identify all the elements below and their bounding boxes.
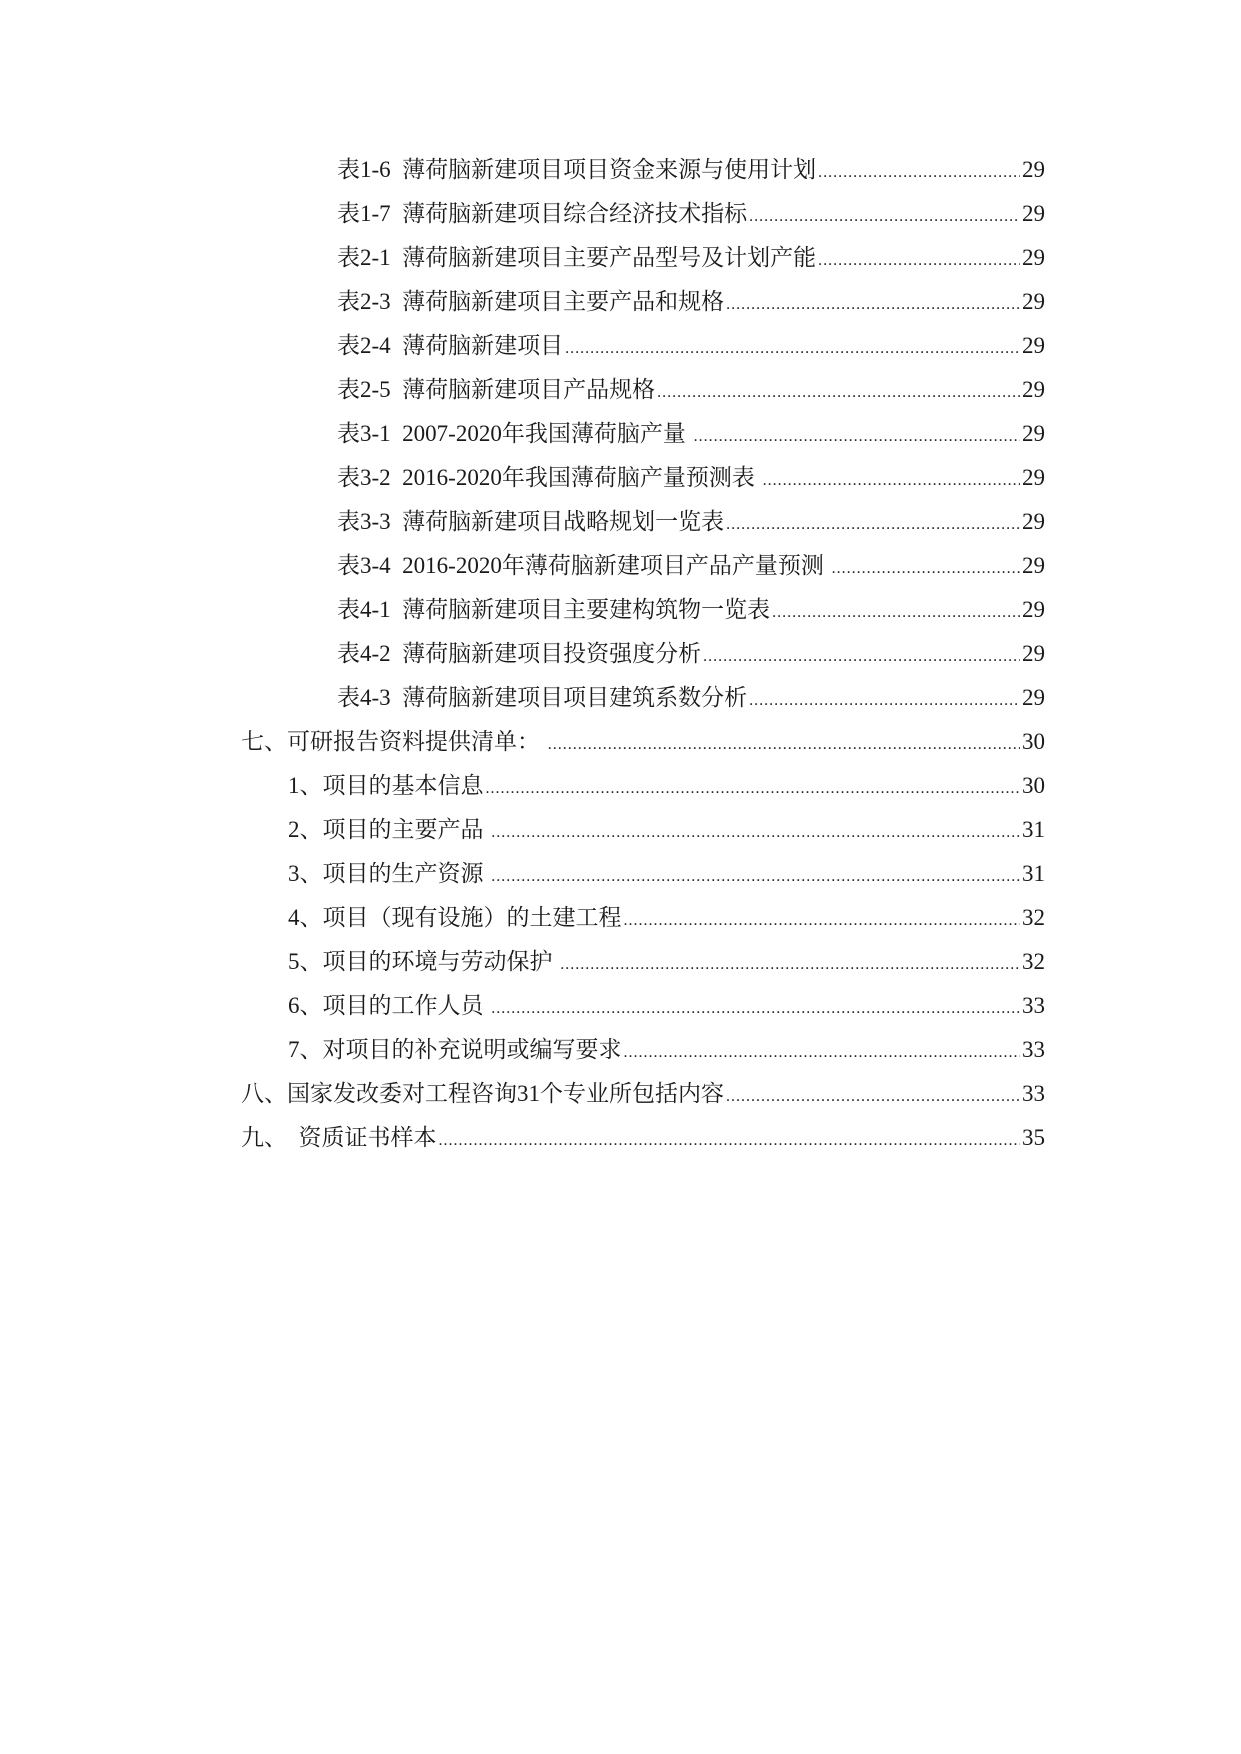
toc-entry-page-number: 35 <box>1022 1125 1045 1150</box>
toc-entry-page-number: 29 <box>1022 377 1045 402</box>
toc-entry-page-number: 29 <box>1022 465 1045 490</box>
toc-entry-label: 表3-4 2016-2020年薄荷脑新建项目产品产量预测 <box>337 553 830 578</box>
toc-entry-label: 7、对项目的补充说明或编写要求 <box>288 1037 622 1062</box>
dot-leader <box>624 906 1021 936</box>
dot-leader <box>491 862 1020 892</box>
toc-entry-page-number: 33 <box>1022 1037 1045 1062</box>
toc-entry-table-4-1[interactable] <box>337 592 1045 628</box>
dot-leader <box>565 334 1020 364</box>
toc-entry-label: 表1-7 薄荷脑新建项目综合经济技术指标 <box>337 201 748 226</box>
toc-entry-chapter-7[interactable] <box>241 724 1045 760</box>
toc-entry-label: 表3-2 2016-2020年我国薄荷脑产量预测表 <box>337 465 761 490</box>
toc-entry-page-number: 29 <box>1022 333 1045 358</box>
dot-leader <box>726 510 1020 540</box>
dot-leader <box>657 378 1020 408</box>
toc-entry-page-number: 29 <box>1022 685 1045 710</box>
toc-entry-label: 八、国家发改委对工程咨询31个专业所包括内容 <box>241 1081 724 1106</box>
toc-entry-table-1-6[interactable] <box>337 152 1045 188</box>
toc-entry-page-number: 31 <box>1022 861 1045 886</box>
toc-entry-page-number: 29 <box>1022 553 1045 578</box>
toc-entry-section-7-7[interactable] <box>288 1032 1045 1068</box>
dot-leader <box>726 1082 1020 1112</box>
toc-entry-table-2-4[interactable] <box>337 328 1045 364</box>
toc-entry-table-3-2[interactable] <box>337 460 1045 496</box>
toc-entry-page-number: 30 <box>1022 729 1045 754</box>
toc-entry-label: 九、 资质证书样本 <box>241 1125 437 1150</box>
toc-entry-label: 6、项目的工作人员 <box>288 993 490 1018</box>
toc-entry-label: 七、可研报告资料提供清单： <box>241 729 546 754</box>
toc-entry-page-number: 30 <box>1022 773 1045 798</box>
dot-leader <box>726 290 1020 320</box>
toc-entry-table-3-1[interactable] <box>337 416 1045 452</box>
dot-leader <box>491 994 1020 1024</box>
toc-entry-page-number: 29 <box>1022 597 1045 622</box>
dot-leader <box>560 950 1020 980</box>
dot-leader <box>439 1126 1021 1156</box>
toc-entry-label: 表2-5 薄荷脑新建项目产品规格 <box>337 377 656 402</box>
toc-entry-section-7-6[interactable] <box>288 988 1045 1024</box>
dot-leader <box>832 554 1020 584</box>
toc-entry-page-number: 29 <box>1022 421 1045 446</box>
dot-leader <box>486 774 1021 804</box>
toc-entry-label: 表2-1 薄荷脑新建项目主要产品型号及计划产能 <box>337 245 817 270</box>
toc-entry-label: 表2-4 薄荷脑新建项目 <box>337 333 564 358</box>
toc-entry-table-2-1[interactable] <box>337 240 1045 276</box>
dot-leader <box>763 466 1020 496</box>
toc-entry-section-7-4[interactable] <box>288 900 1045 936</box>
toc-entry-section-7-5[interactable] <box>288 944 1045 980</box>
toc-entry-chapter-9[interactable] <box>241 1120 1045 1156</box>
toc-entry-page-number: 31 <box>1022 817 1045 842</box>
toc-entry-page-number: 32 <box>1022 905 1045 930</box>
dot-leader <box>772 598 1020 628</box>
dot-leader <box>624 1038 1021 1068</box>
toc-entry-table-4-3[interactable] <box>337 680 1045 716</box>
toc-entry-label: 表2-3 薄荷脑新建项目主要产品和规格 <box>337 289 725 314</box>
toc-entry-label: 表3-3 薄荷脑新建项目战略规划一览表 <box>337 509 725 534</box>
toc-entry-section-7-3[interactable] <box>288 856 1045 892</box>
toc-entry-table-2-3[interactable] <box>337 284 1045 320</box>
toc-entry-label: 表4-2 薄荷脑新建项目投资强度分析 <box>337 641 702 666</box>
toc-entry-label: 3、项目的生产资源 <box>288 861 490 886</box>
toc-entry-chapter-8[interactable] <box>241 1076 1045 1112</box>
dot-leader <box>818 246 1020 276</box>
toc-entry-label: 2、项目的主要产品 <box>288 817 490 842</box>
toc-entry-page-number: 29 <box>1022 509 1045 534</box>
toc-entry-table-4-2[interactable] <box>337 636 1045 672</box>
dot-leader <box>694 422 1020 452</box>
toc-entry-page-number: 29 <box>1022 289 1045 314</box>
toc-entry-table-2-5[interactable] <box>337 372 1045 408</box>
toc-entry-page-number: 29 <box>1022 201 1045 226</box>
toc-entry-label: 1、项目的基本信息 <box>288 773 484 798</box>
dot-leader <box>703 642 1020 672</box>
toc-entry-page-number: 29 <box>1022 245 1045 270</box>
toc-entry-label: 表4-1 薄荷脑新建项目主要建构筑物一览表 <box>337 597 771 622</box>
dot-leader <box>749 202 1020 232</box>
toc-entry-page-number: 29 <box>1022 641 1045 666</box>
toc-entry-page-number: 29 <box>1022 157 1045 182</box>
dot-leader <box>548 730 1020 760</box>
toc-entry-table-1-7[interactable] <box>337 196 1045 232</box>
toc-entry-label: 表3-1 2007-2020年我国薄荷脑产量 <box>337 421 692 446</box>
toc-entry-page-number: 33 <box>1022 993 1045 1018</box>
toc-entry-label: 5、项目的环境与劳动保护 <box>288 949 559 974</box>
toc-entry-table-3-3[interactable] <box>337 504 1045 540</box>
toc-entry-section-7-1[interactable] <box>288 768 1045 804</box>
toc-entry-label: 表4-3 薄荷脑新建项目项目建筑系数分析 <box>337 685 748 710</box>
toc-entry-section-7-2[interactable] <box>288 812 1045 848</box>
toc-entry-page-number: 32 <box>1022 949 1045 974</box>
toc-entry-label: 表1-6 薄荷脑新建项目项目资金来源与使用计划 <box>337 157 817 182</box>
dot-leader <box>491 818 1020 848</box>
toc-entry-label: 4、项目（现有设施）的土建工程 <box>288 905 622 930</box>
toc-entry-page-number: 33 <box>1022 1081 1045 1106</box>
dot-leader <box>818 158 1020 188</box>
toc-entry-table-3-4[interactable] <box>337 548 1045 584</box>
dot-leader <box>749 686 1020 716</box>
